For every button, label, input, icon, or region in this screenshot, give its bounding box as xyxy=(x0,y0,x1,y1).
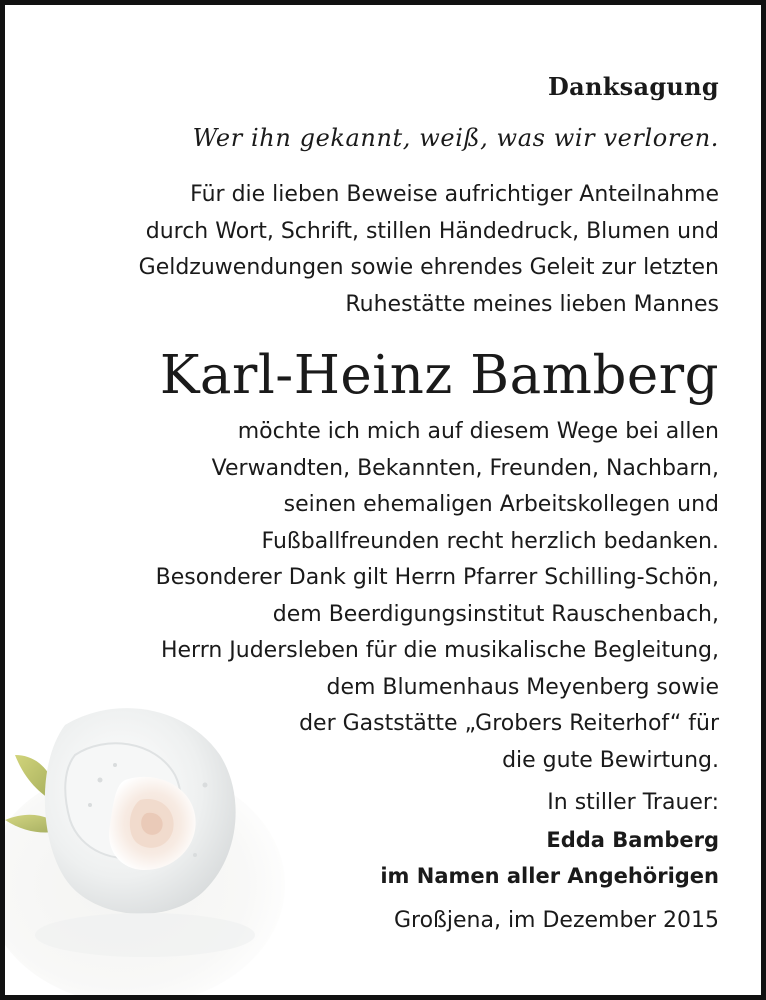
intro-line: Ruhestätte meines lieben Mannes xyxy=(345,291,719,317)
thanks-line: dem Blumenhaus Meyenberg sowie xyxy=(326,674,719,700)
thanks-line: dem Beerdigungsinstitut Rauschenbach, xyxy=(272,601,719,627)
thanks-line: Herrn Judersleben für die musikalische Begleitung, xyxy=(160,638,719,663)
intro-paragraph xyxy=(139,177,719,323)
thanks-line: die gute Bewirtung. xyxy=(502,747,719,773)
thanks-line: seinen ehemaligen Arbeitskollegen und xyxy=(283,492,719,517)
thanks-paragraph xyxy=(156,414,719,779)
thanks-line: Besonderer Dank gilt Herrn Pfarrer Schilling-Schön, xyxy=(155,565,719,590)
thanks-line: der Gaststätte „Grobers Reiterhof“ für xyxy=(299,711,719,736)
place-date: Großjena, im Dezember 2015 xyxy=(393,908,719,933)
thanks-line: möchte ich mich auf diesem Wege bei allen xyxy=(237,419,719,444)
thanks-line: Verwandten, Bekannten, Freunden, Nachbarn, xyxy=(211,455,719,481)
notice-heading: Danksagung xyxy=(548,72,719,101)
notice-text-column xyxy=(35,5,719,995)
intro-line: durch Wort, Schrift, stillen Händedruck, Blumen und xyxy=(145,218,719,244)
intro-line: Für die lieben Beweise aufrichtiger Anteilnahme xyxy=(190,182,719,207)
deceased-name: Karl-Heinz Bamberg xyxy=(159,345,719,406)
intro-line: Geldzuwendungen sowie ehrendes Geleit zur letzten xyxy=(138,255,719,280)
mourner-name: Edda Bamberg xyxy=(546,827,719,852)
thanks-line: Fußballfreunden recht herzlich bedanken. xyxy=(261,528,719,554)
notice-motto: Wer ihn gekannt, weiß, was wir verloren. xyxy=(192,124,719,152)
closing-block xyxy=(380,785,719,895)
mourner-family: im Namen aller Angehörigen xyxy=(380,864,719,888)
closing-intro: In stiller Trauer: xyxy=(547,790,719,815)
